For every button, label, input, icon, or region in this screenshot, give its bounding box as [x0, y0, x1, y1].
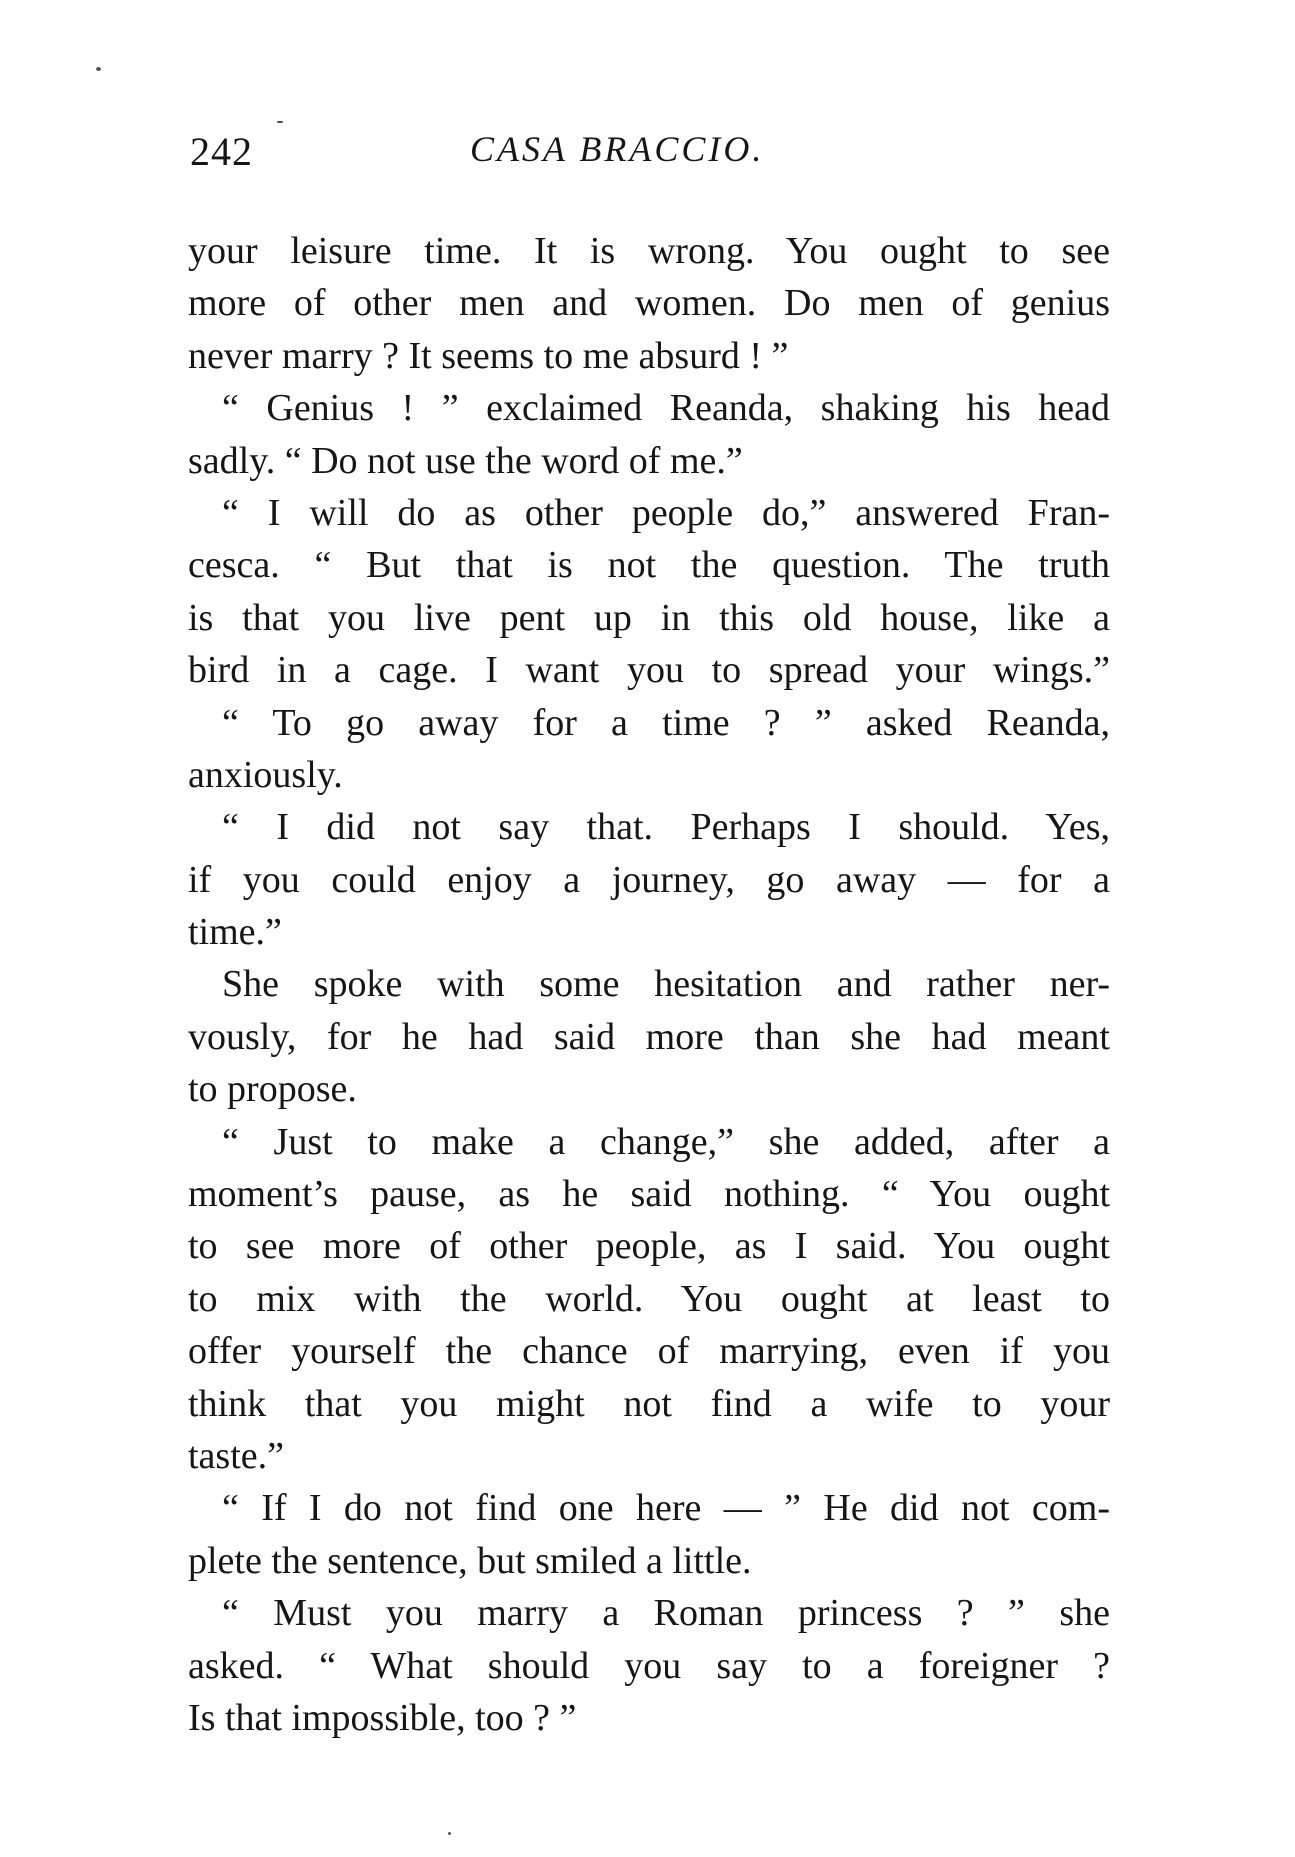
- text-line: to propose.: [188, 1068, 357, 1111]
- page-number: 242: [190, 129, 253, 174]
- text-line: more of other men and women. Do men of genius: [188, 282, 1110, 325]
- text-line: think that you might not find a wife to your: [188, 1382, 1110, 1425]
- text-line: plete the sentence, but smiled a little.: [188, 1539, 752, 1582]
- body-text: [188, 225, 1110, 1744]
- text-line: She spoke with some hesitation and rather ner-: [222, 963, 1110, 1006]
- text-line: “ To go away for a time ? ” asked Reanda,: [222, 701, 1110, 744]
- text-line: “ Must you marry a Roman princess ? ” she: [222, 1592, 1110, 1635]
- text-line: to mix with the world. You ought at least to: [188, 1277, 1110, 1320]
- text-line: taste.”: [188, 1434, 285, 1477]
- text-line: offer yourself the chance of marrying, even if you: [188, 1330, 1110, 1373]
- running-head: CASA BRACCIO.: [470, 129, 765, 169]
- text-line: your leisure time. It is wrong. You ought to see: [188, 230, 1110, 272]
- text-line: “ Just to make a change,” she added, after a: [222, 1120, 1110, 1163]
- paper-speck: [277, 121, 283, 123]
- text-line: anxiously.: [188, 753, 343, 796]
- page-header: [190, 128, 1105, 188]
- text-line: “ Genius ! ” exclaimed Reanda, shaking his head: [222, 387, 1110, 430]
- text-line: time.”: [188, 911, 282, 954]
- text-line: vously, for he had said more than she had meant: [188, 1015, 1110, 1058]
- text-line: is that you live pent up in this old house, like a: [188, 596, 1110, 639]
- text-line: Is that impossible, too ? ”: [188, 1696, 577, 1739]
- text-line: “ If I do not find one here — ” He did not com-: [222, 1487, 1110, 1530]
- text-line: to see more of other people, as I said. You ought: [188, 1225, 1110, 1268]
- text-line: moment’s pause, as he said nothing. “ You ought: [188, 1173, 1110, 1216]
- text-line: “ I will do as other people do,” answered Fran-: [222, 491, 1110, 534]
- text-line: sadly. “ Do not use the word of me.”: [188, 439, 743, 482]
- text-line: asked. “ What should you say to a foreigner ?: [188, 1644, 1110, 1687]
- text-line: bird in a cage. I want you to spread your wings.”: [188, 649, 1110, 692]
- text-line: cesca. “ But that is not the question. The truth: [188, 544, 1110, 587]
- paper-speck: [448, 1832, 451, 1835]
- text-line: never marry ? It seems to me absurd ! ”: [188, 334, 789, 377]
- text-line: if you could enjoy a journey, go away — for a: [188, 858, 1110, 901]
- text-line: “ I did not say that. Perhaps I should. Yes,: [222, 806, 1110, 849]
- paper-speck: [96, 67, 101, 71]
